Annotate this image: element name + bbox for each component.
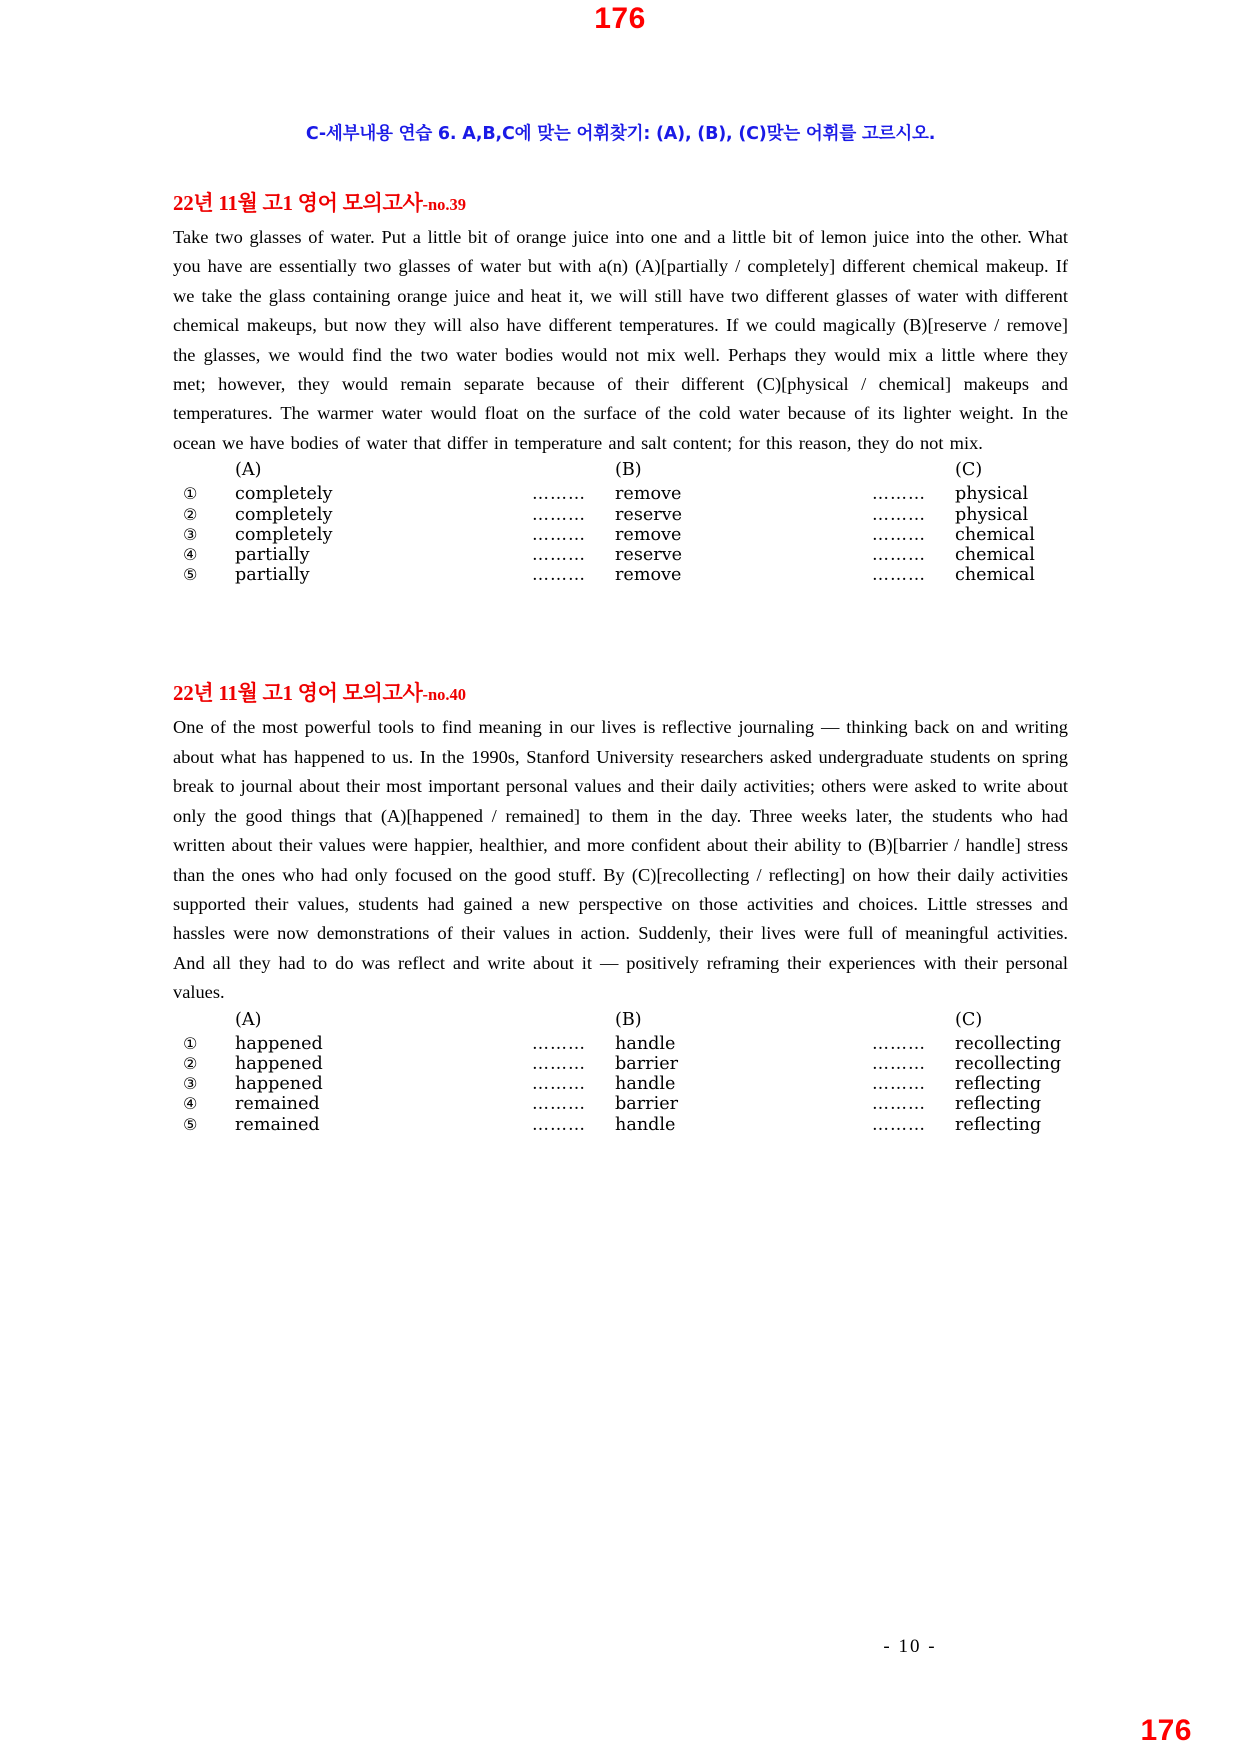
options-table-40: [173, 1011, 1155, 1135]
option-value-a: partially: [235, 545, 310, 566]
option-value-a: completely: [235, 484, 333, 505]
option-value-a: partially: [235, 565, 310, 586]
option-value-a: happened: [235, 1033, 323, 1054]
page-number-top: 176: [594, 2, 646, 35]
dotted-leader: ………: [872, 1053, 926, 1074]
option-row[interactable]: [173, 1054, 1155, 1074]
page-footer-label: - 10 -: [883, 1636, 937, 1657]
option-value-b: handle: [615, 1033, 676, 1054]
dotted-leader: ………: [872, 1074, 926, 1095]
option-value-c: chemical: [955, 565, 1035, 586]
dotted-leader: ………: [532, 524, 586, 545]
option-row[interactable]: [173, 525, 1155, 545]
dotted-leader: ………: [872, 1094, 926, 1115]
section-header: C-세부내용 연습 6. A,B,C에 맞는 어휘찾기: (A), (B), (C)맞는 어휘를 고르시오.: [305, 124, 936, 144]
option-value-b: handle: [615, 1074, 676, 1095]
options-header-b-39: (B): [615, 460, 642, 481]
question-title-39-main: 22년 11월 고1 영어 모의고사: [173, 191, 423, 215]
options-header-spacer: [173, 461, 235, 484]
option-value-c: recollecting: [955, 1053, 1062, 1074]
dotted-leader: ………: [872, 504, 926, 525]
option-value-a: remained: [235, 1094, 320, 1115]
dotted-leader: ………: [532, 1114, 586, 1135]
options-header-c-40: (C): [955, 1009, 983, 1030]
option-value-a: remained: [235, 1114, 320, 1135]
question-block-39: [173, 187, 1068, 585]
option-value-c: chemical: [955, 524, 1035, 545]
dotted-leader: ………: [532, 545, 586, 566]
section-gap: [173, 585, 1068, 677]
option-value-b: remove: [615, 484, 682, 505]
question-title-39: [173, 187, 1068, 217]
question-title-40-main: 22년 11월 고1 영어 모의고사: [173, 681, 423, 706]
option-row[interactable]: [173, 565, 1155, 585]
option-number: ④: [183, 1094, 198, 1114]
option-value-a: happened: [235, 1053, 323, 1074]
option-number: ④: [183, 545, 198, 565]
question-passage-40: One of the most powerful tools to find meaning in our lives is reflective journaling — thinking back on and writing about what has happened to us. In the 1990s, Stanford University researchers asked undergraduate students on spring break to journal about their most important personal values and their daily activities; others were asked to write about only the good things that (A)[happened / remained] to them in the day. Three weeks later, the students who had written about their values were happier, healthier, and more confident about their ability to (B)[barrier / handle] stress than the ones who had only focused on the good stuff. By (C)[recollecting / reflecting] on how their daily activities supported their values, students had gained a new perspective on those activities and choices. Little stresses and hassles were now demonstrations of their values in action. Suddenly, their lives were full of meaningful activities. And all they had to do was reflect and write about it — positively reframing their experiences with their personal values.: [173, 717, 1068, 1003]
dotted-leader: ………: [872, 524, 926, 545]
dotted-leader: ………: [532, 1053, 586, 1074]
option-number: ③: [183, 1074, 198, 1094]
option-value-b: remove: [615, 565, 682, 586]
option-value-a: completely: [235, 524, 333, 545]
options-header-dot-spacer-2: [843, 1011, 955, 1034]
option-value-b: reserve: [615, 504, 683, 525]
options-header-dot-spacer-1: [503, 461, 615, 484]
question-block-40: [173, 677, 1068, 1134]
option-value-c: reflecting: [955, 1114, 1042, 1135]
page-footer: [0, 1636, 1240, 1658]
option-value-c: reflecting: [955, 1074, 1042, 1095]
option-number: ①: [183, 1033, 198, 1053]
option-value-b: barrier: [615, 1053, 679, 1074]
dotted-leader: ………: [532, 1094, 586, 1115]
question-title-40: [173, 677, 1068, 707]
options-table-39: [173, 461, 1155, 585]
dotted-leader: ………: [872, 1114, 926, 1135]
option-row[interactable]: [173, 545, 1155, 565]
dotted-leader: ………: [872, 545, 926, 566]
options-header-dot-spacer-1: [503, 1011, 615, 1034]
dotted-leader: ………: [532, 504, 586, 525]
dotted-leader: ………: [532, 565, 586, 586]
content-column: [173, 120, 1068, 1135]
option-row[interactable]: [173, 1094, 1155, 1114]
option-value-c: chemical: [955, 545, 1035, 566]
option-value-b: handle: [615, 1114, 676, 1135]
option-row[interactable]: [173, 1074, 1155, 1094]
dotted-leader: ………: [872, 484, 926, 505]
option-number: ③: [183, 524, 198, 544]
option-value-b: reserve: [615, 545, 683, 566]
option-value-b: remove: [615, 524, 682, 545]
option-row[interactable]: [173, 1034, 1155, 1054]
options-header-row-40: [173, 1011, 1155, 1034]
dotted-leader: ………: [872, 565, 926, 586]
option-number: ②: [183, 504, 198, 524]
options-header-dot-spacer-2: [843, 461, 955, 484]
options-header-c-39: (C): [955, 460, 983, 481]
option-value-a: completely: [235, 504, 333, 525]
options-header-b-40: (B): [615, 1009, 642, 1030]
dotted-leader: ………: [872, 1033, 926, 1054]
option-number: ①: [183, 484, 198, 504]
option-row[interactable]: [173, 1115, 1155, 1135]
options-header-a-39: (A): [235, 460, 262, 481]
option-number: ②: [183, 1053, 198, 1073]
option-value-c: physical: [955, 484, 1029, 505]
question-passage-39: Take two glasses of water. Put a little bit of orange juice into one and a little bit of lemon juice into the other. What you have are essentially two glasses of water but with a(n) (A)[partially / completely] different chemical makeup. If we take the glass containing orange juice and heat it, we will still have two different glasses of water with different chemical makeups, but now they will also have different temperatures. If we could magically (B)[reserve / remove] the glasses, we would find the two water bodies would not mix well. Perhaps they would mix a little where they met; however, they would remain separate because of their different (C)[physical / chemical] makeups and temperatures. The warmer water would float on the surface of the cold water because of its lighter weight. In the ocean we have bodies of water that differ in temperature and salt content; for this reason, they do not mix.: [173, 227, 1068, 453]
option-value-b: barrier: [615, 1094, 679, 1115]
option-row[interactable]: [173, 505, 1155, 525]
options-header-spacer: [173, 1011, 235, 1034]
option-value-a: happened: [235, 1074, 323, 1095]
option-number: ⑤: [183, 565, 198, 585]
dotted-leader: ………: [532, 484, 586, 505]
question-title-40-suffix: -no.40: [422, 685, 467, 705]
option-value-c: reflecting: [955, 1094, 1042, 1115]
options-header-a-40: (A): [235, 1009, 262, 1030]
option-value-c: recollecting: [955, 1033, 1062, 1054]
option-number: ⑤: [183, 1114, 198, 1134]
question-title-39-suffix: -no.39: [422, 195, 467, 214]
dotted-leader: ………: [532, 1033, 586, 1054]
option-row[interactable]: [173, 484, 1155, 504]
page-number-bottom: 176: [1140, 1714, 1192, 1747]
dotted-leader: ………: [532, 1074, 586, 1095]
option-value-c: physical: [955, 504, 1029, 525]
options-header-row-39: [173, 461, 1155, 484]
